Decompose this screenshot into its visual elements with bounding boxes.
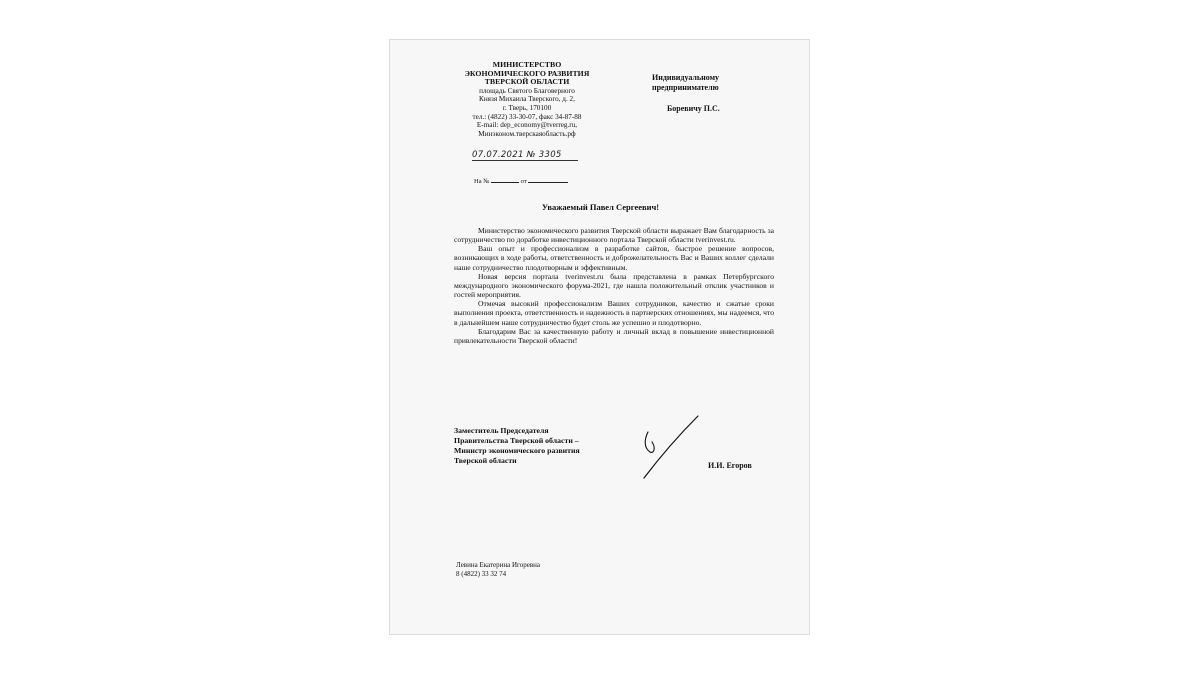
ministry-header bbox=[442, 61, 612, 138]
ministry-name-line: ТВЕРСКОЙ ОБЛАСТИ bbox=[484, 77, 570, 87]
addressee-name: Боревичу П.С. bbox=[667, 104, 720, 113]
body-paragraph: Благодарим Вас за качественную работу и личный вклад в повышение инвестиционной привлекательности Тверской области! bbox=[454, 326, 774, 345]
reference-line bbox=[474, 176, 568, 185]
body-paragraph: Министерство экономического развития Тверской области выражает Вам благодарность за сотрудничество по доработке инвестиционного портала Тверской области tverinvest.ru. bbox=[454, 226, 774, 245]
handwritten-signature bbox=[630, 412, 710, 482]
signer-name: И.И. Егоров bbox=[708, 461, 752, 470]
reference-from-label: от bbox=[520, 178, 527, 185]
letter-body bbox=[454, 226, 774, 345]
ministry-name-line: ЭКОНОМИЧЕСКОГО РАЗВИТИЯ bbox=[464, 68, 590, 78]
website-line: Минэконом.тверскаяобласть.рф bbox=[478, 129, 576, 138]
addressee-line: предпринимателю bbox=[652, 83, 719, 92]
signatory-title-line: Правительства Тверской области – bbox=[454, 436, 579, 445]
phone-fax-line: тел.: (4822) 33-30-07, факс 34-87-88 bbox=[472, 112, 582, 121]
reference-date-blank bbox=[528, 176, 568, 183]
body-paragraph: Новая версия портала tverinvest.ru была представлена в рамках Петербургского международного экономического форума-2021, где нашла положительный отклик участников и гостей мероприятия. bbox=[454, 271, 774, 300]
ministry-name-line: МИНИСТЕРСТВО bbox=[492, 60, 562, 69]
signatory-title-line: Тверской области bbox=[454, 456, 517, 465]
executor-phone: 8 (4822) 33 32 74 bbox=[456, 570, 507, 578]
signatory-title-line: Заместитель Председателя bbox=[454, 426, 549, 435]
addressee-block bbox=[652, 73, 762, 114]
signatory-title-line: Министр экономического развития bbox=[454, 446, 580, 455]
signatory-title bbox=[454, 426, 624, 466]
email-line: E-mail: dep_economy@tverreg.ru, bbox=[476, 121, 578, 130]
body-paragraph: Отмечая высокий профессионализм Ваших сотрудников, качество и сжатые сроки выполнения проекта, ответственность и надежность в партнерских отношениях, мы надеемся, что в дальнейшем наше сотрудничество будет столь же успешно и плодотворно. bbox=[454, 299, 774, 327]
address-line: Князя Михаила Тверского, д. 2, bbox=[479, 95, 575, 104]
outgoing-number-handwritten: 07.07.2021 № 3305 bbox=[472, 150, 578, 161]
greeting: Уважаемый Павел Сергеевич! bbox=[541, 202, 660, 212]
reference-no-label: На № bbox=[474, 178, 490, 185]
letter-page bbox=[389, 39, 810, 635]
address-line: площадь Святого Благоверного bbox=[479, 86, 575, 95]
executor-name: Левина Екатерина Игоревна bbox=[456, 561, 540, 569]
addressee-line: Индивидуальному bbox=[652, 73, 720, 82]
body-paragraph: Ваш опыт и профессионализм в разработке сайтов, быстрое решение вопросов, возникающих в ходе работы, ответственность и доброжелательность Вас и Ваших коллег сделали наше сотрудничество плодотворным и эффективным. bbox=[454, 244, 774, 272]
reference-no-blank bbox=[491, 176, 519, 183]
address-line: г. Тверь, 170100 bbox=[502, 103, 552, 112]
executor-contact bbox=[456, 561, 540, 579]
